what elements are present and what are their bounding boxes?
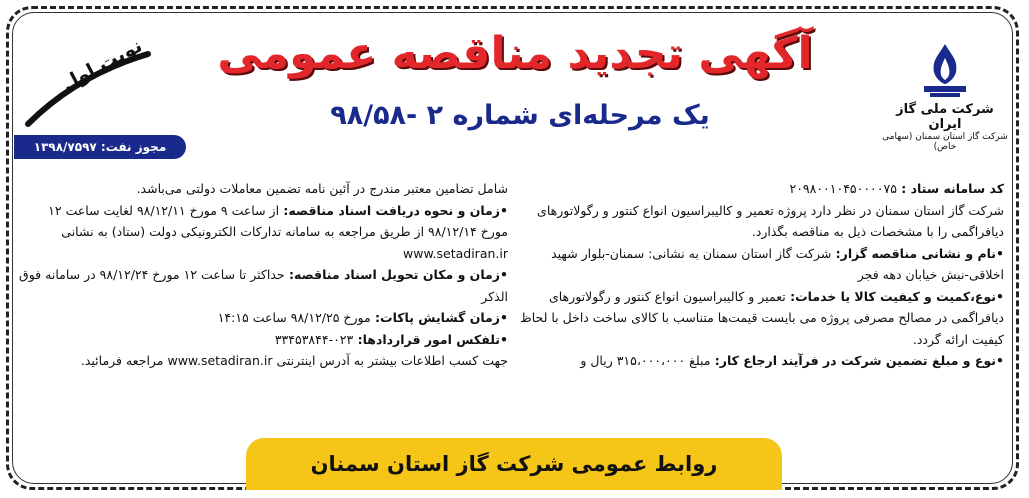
contracts-fax-line: •تلفکس امور قراردادها: ۰۲۳-۳۳۴۵۳۸۴۴ <box>274 331 508 347</box>
logo-company-subtitle: شرکت گاز استان سمنان (سهامی خاص) <box>882 132 1008 152</box>
system-code-line: کد سامانه ستاد : ۲۰۹۸۰۰۱۰۴۵۰۰۰۰۷۵ <box>789 181 1004 196</box>
footer-banner: روابط عمومی شرکت گاز استان سمنان <box>246 438 782 490</box>
permit-badge: مجوز نفت: ۱۳۹۸/۷۵۹۷ <box>14 135 186 159</box>
guarantee-line: •نوع و مبلغ تضمین شرکت در فرآیند ارجاع کار: مبلغ ۳۱۵،۰۰۰،۰۰۰ ریال و <box>580 353 1004 368</box>
goods-services-line: •نوع،کمیت و کیفیت کالا یا خدمات: تعمیر و کالیبراسیون انواع کنتور و رگولاتورهای دیافراگمی در مصالح مصرفی پروژه می بایست قیمت‌ها متناسب با کالای ساخت داخل با لحاظ کیفیت ارائه گردد. <box>520 288 1004 347</box>
page-subtitle: یک مرحله‌ای شماره ۲ -۹۸/۵۸ <box>330 100 710 131</box>
round-label: نوبت اول <box>57 34 146 96</box>
document-delivery-line: •زمان و مکان تحویل اسناد مناقصه: حداکثر تا ساعت ۱۲ مورخ ۹۸/۱۲/۲۴ در سامانه فوق الذکر <box>19 267 508 304</box>
more-info-line: جهت کسب اطلاعات بیشتر به آدرس اینترنتی www.setadiran.ir مراجعه فرمائید. <box>80 353 508 368</box>
guarantee-continuation: شامل تضامین معتبر مندرج در آئین نامه تضمین معاملات دولتی می‌باشد. <box>136 181 508 196</box>
left-column <box>18 178 508 372</box>
tenderer-line: •نام و نشانی مناقصه گزار: شرکت گاز استان سمنان به نشانی: سمنان-بلوار شهید اخلاقی-نبش خیابان دهه فجر <box>551 245 1004 282</box>
opening-time-line: •زمان گشایش پاکات: مورخ ۹۸/۱۲/۲۵ ساعت ۱۴:۱۵ <box>217 310 508 325</box>
company-logo <box>880 40 1010 152</box>
page-title: آگهی تجدید مناقصه عمومی <box>217 28 813 79</box>
round-stamp <box>18 24 158 134</box>
right-column <box>514 178 1004 372</box>
flame-logo-icon <box>910 40 980 100</box>
document-receipt-line: •زمان و نحوه دریافت اسناد مناقصه: از ساعت ۹ مورخ ۹۸/۱۲/۱۱ لغایت ساعت ۱۲ مورخ ۹۸/۱۲/۱۴ از طریق مراجعه به سامانه تدارکات الکترونیکی دولت (ستاد) به نشانی www.setadiran.ir <box>48 202 508 261</box>
logo-company-name: شرکت ملی گاز ایران <box>896 102 994 132</box>
intro-paragraph: شرکت گاز استان سمنان در نظر دارد پروژه تعمیر و کالیبراسیون انواع کنتور و رگولاتورهای دیافراگمی را با مشخصات ذیل به مناقصه بگذارد. <box>537 202 1004 239</box>
